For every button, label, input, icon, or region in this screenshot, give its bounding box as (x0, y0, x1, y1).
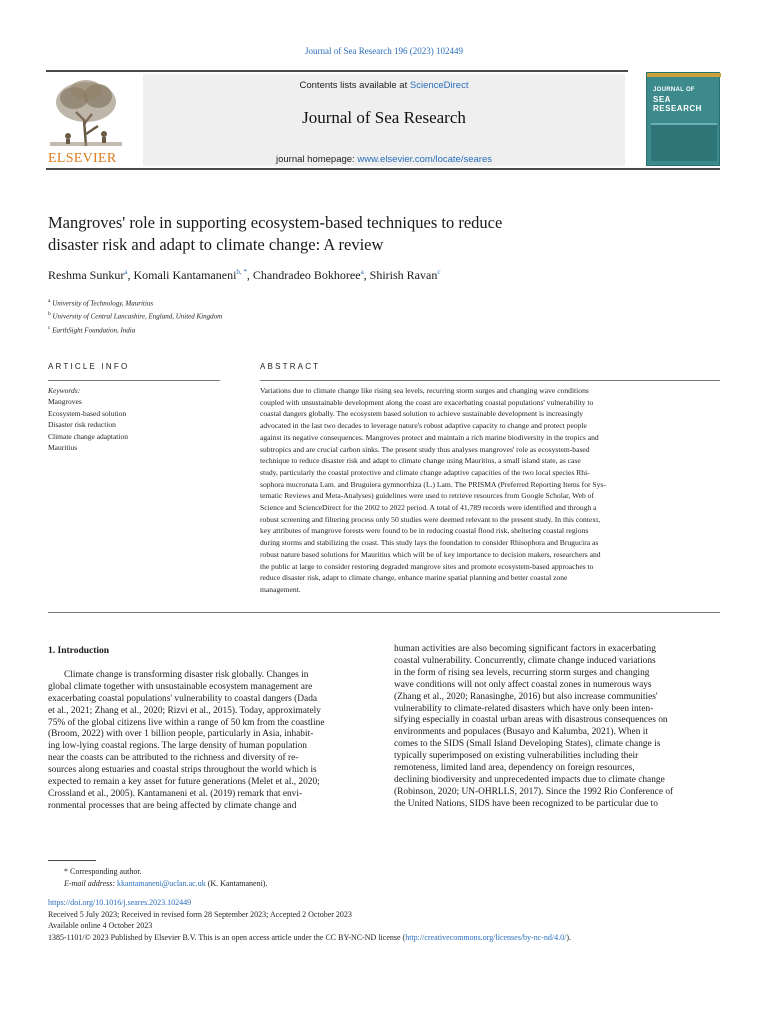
body-line: human activities are also becoming significant factors in exacerbating (394, 644, 656, 654)
affiliation-item (48, 323, 728, 336)
author-separator: , (246, 268, 253, 282)
masthead-top-rule (46, 70, 628, 72)
contents-available-line (143, 80, 625, 91)
body-line: coastal vulnerability. Concurrently, climate change induced variations (394, 655, 656, 666)
author-affil-mark[interactable]: a (360, 268, 364, 276)
intro-right-column (394, 644, 720, 811)
email-link[interactable]: kkantamaneni@uclan.ac.uk (117, 878, 206, 888)
body-line: et al., 2021; Zhang et al., 2020; Rizvi et al., 2015). Today, approximately (48, 705, 321, 716)
article-title (48, 212, 668, 256)
abstract-line: Science and ScienceDirect for the 2002 to 2022 period. A total of 41,789 records were identified and through a (260, 503, 597, 513)
journal-homepage-link[interactable]: www.elsevier.com/locate/seares (357, 154, 492, 165)
body-line: remoteness, limited land area, dependency on foreign resources, (394, 763, 635, 774)
body-line: the United Nations, SIDS have been recognized to be particular due to (394, 798, 658, 809)
affiliation-list (48, 296, 728, 336)
journal-name: Journal of Sea Research (302, 108, 466, 127)
masthead-bottom-rule (46, 168, 720, 170)
abstract-line: against its negative consequences. Mangroves protect and maintain a rich marine biodiversity in the tropics and (260, 432, 599, 442)
abstract-line: sophora mucronata Lam. and Bruguiera gymnorrhiza (L.) Lam. The PRISMA (Preferred Reporting Items for Sys- (260, 479, 606, 489)
email-suffix: (K. Kantamaneni). (205, 878, 268, 888)
body-line: Climate change is transforming disaster risk globally. Changes in (64, 669, 309, 680)
email-label: E-mail address: (64, 878, 118, 888)
keywords-label: Keywords: (48, 386, 81, 395)
body-line: Crossland et al., 2005). Kantamaneni et al. (2019) remark that envi- (48, 788, 303, 799)
body-line: global climate together with unsustainable ecosystem management are (48, 681, 313, 692)
body-line: expected to remain a key asset for future generations (Melet et al., 2020; (48, 777, 320, 788)
available-online-date: Available online 4 October 2023 (48, 921, 153, 930)
keywords-block (48, 385, 228, 453)
doi-link[interactable]: https://doi.org/10.1016/j.seares.2023.102449 (48, 898, 192, 907)
journal-cover-thumbnail[interactable] (646, 72, 720, 166)
email-note (48, 878, 728, 890)
footnotes-block (48, 866, 728, 943)
keyword-item: Mangroves (48, 397, 82, 407)
body-line: (Zhang et al., 2020; Ranasinghe, 2016) but also increase communities' (394, 691, 658, 702)
body-line: near the coasts can be attributed to the richness and diversity of re- (48, 753, 299, 764)
affiliation-text: University of Central Lancashire, England, United Kingdom (52, 312, 223, 321)
contents-prefix: Contents lists available at (299, 80, 410, 91)
homepage-prefix: journal homepage: (276, 154, 358, 165)
author-name[interactable]: Komali Kantamaneni (133, 268, 237, 282)
abstract-line: coastal dangers globally. The ecosystem based solution to achieve sustainable development is increasingly (260, 409, 584, 419)
body-line: 75% of the global citizens live within a range of 50 km from the coastline (48, 717, 325, 728)
section-heading-introduction: 1. Introduction (48, 646, 110, 656)
body-line: sifying especially in coastal urban areas with disastrous consequences on (394, 715, 668, 726)
license-prefix: 1385-1101/© 2023 Published by Elsevier B.V. This is an open access article under the CC BY-NC-ND license ( (48, 932, 406, 942)
abstract-line: reduce disaster risk, adapt to climate change, enhance marine spatial planning and better coastal zone (260, 573, 568, 583)
body-line: (Robinson, 2020; UN-OHRLLS, 2017). Since the 1992 Rio Conference of (394, 786, 674, 797)
body-line: wave conditions will not only affect coastal zones in numerous ways (394, 679, 652, 690)
cover-stripe (647, 73, 721, 77)
affiliation-item (48, 296, 728, 309)
abstract-line: study, particularly the coastal protective and climate change adaptive capacities of the two local species Rhi- (260, 467, 590, 477)
author-separator: , (127, 268, 134, 282)
abstract-line: key attributes of mangrove forests were found to be in reducing coastal flood risk, sheltering coastal regions (260, 526, 589, 536)
author-name[interactable]: Chandradeo Bokhoree (252, 268, 361, 282)
author-name[interactable]: Reshma Sunkur (48, 268, 125, 282)
affiliation-mark: a (48, 298, 51, 304)
article-title-line1: Mangroves' role in supporting ecosystem-based techniques to reduce (48, 213, 503, 232)
license-link[interactable]: http://creativecommons.org/licenses/by-nc-nd/4.0/ (405, 932, 567, 942)
cover-title-line2: SEA RESEARCH (653, 95, 702, 113)
cover-image (651, 123, 717, 161)
elsevier-tree-icon (46, 76, 126, 150)
author-affil-mark[interactable]: a (124, 268, 128, 276)
intro-left-column (48, 646, 374, 813)
keyword-item: Disaster risk reduction (48, 420, 116, 430)
abstract-line: technique to reduce disaster risk and adapt to climate change using Mauritius, a small island state, as case (260, 456, 581, 466)
elsevier-logo[interactable] (46, 76, 126, 166)
author-affil-mark[interactable]: c (437, 268, 441, 276)
affiliation-item (48, 309, 728, 322)
body-line: ronmental processes that are being affected by climate change and (48, 800, 297, 811)
journal-homepage-line (143, 154, 625, 165)
article-info-heading: ARTICLE INFO (48, 362, 130, 371)
journal-citation[interactable]: Journal of Sea Research 196 (2023) 102449 (305, 46, 463, 56)
affiliation-text: University of Technology, Mauritius (52, 299, 154, 308)
abstract-line: the public at large to consider restoring degraded mangrove sites and promote ecosystem-based approaches to (260, 561, 594, 571)
keyword-item: Climate change adaptation (48, 431, 128, 441)
abstract-rule (260, 380, 720, 381)
license-suffix: ). (566, 932, 572, 942)
body-line: environments and populaces (Busayo and Kalumba, 2021). When it (394, 727, 648, 738)
journal-info-panel (143, 74, 625, 166)
body-line: in the form of rising sea levels, recurring storm surges and changing (394, 667, 650, 678)
sciencedirect-link[interactable]: ScienceDirect (409, 80, 469, 91)
abstract-line: Variations due to climate change like rising sea levels, recurring storm surges and changing wave conditions (260, 386, 589, 395)
abstract-line: during storms and stabilizing the coast. This study lays the foundation to consider Rhisophora and Brugucira as (260, 538, 599, 548)
body-line: typically superimposed on existing vulnerabilities including their (394, 751, 639, 762)
body-line: exacerbating coastal populations' vulnerability to coastal dangers (Dada (48, 693, 318, 704)
footnote-rule (48, 860, 96, 861)
doi-line (48, 897, 728, 909)
license-line (48, 932, 728, 944)
abstract-line: subtropics and are crucial carbon sinks. The present study thus analyses mangroves' role as ecosystem-based (260, 444, 590, 454)
author-separator: , (363, 268, 370, 282)
cover-title-line1: JOURNAL OF (653, 87, 695, 93)
abstract-line: advocated in the last two decades to leverage nature's robust adaptive capacity to change and protect people (260, 421, 587, 431)
abstract-heading: ABSTRACT (260, 362, 321, 371)
received-dates: Received 5 July 2023; Received in revised form 28 September 2023; Accepted 2 October 2023 (48, 909, 352, 919)
author-affil-mark[interactable]: b, * (236, 268, 247, 276)
body-line: (Broom, 2022) with over 1 billion people, particularly in Asia, inhabit- (48, 729, 314, 740)
article-title-line2: disaster risk and adapt to climate change: A review (48, 235, 384, 254)
elsevier-wordmark: ELSEVIER (48, 151, 117, 166)
affiliation-mark: c (48, 324, 51, 331)
body-line: sources along estuaries and coastal strips throughout the world which is (48, 765, 317, 776)
affiliation-mark: b (48, 311, 51, 318)
keyword-item: Ecosystem-based solution (48, 408, 127, 418)
abstract-line: tematic Reviews and Meta-Analyses) guidelines were used to retrieve resources from Google Scholar, Web of (260, 491, 595, 501)
abstract-line: robust nature based solutions for Mauritius which will be of key importance to decision makers, researchers and (260, 549, 601, 559)
keyword-item: Mauritius (48, 443, 78, 453)
abstract-line: management. (260, 584, 301, 594)
article-info-rule (48, 380, 220, 381)
abstract-text (260, 385, 720, 596)
corresponding-author-note: * Corresponding author. (64, 867, 142, 876)
body-line: ing low-lying coastal regions. The large density of human population (48, 741, 307, 752)
abstract-line: robust screening and filtering process only 50 studies were deemed relevant to the present study. In this context, (260, 514, 601, 524)
author-list (48, 268, 728, 283)
abstract-bottom-rule (48, 612, 720, 613)
author-name[interactable]: Shirish Ravan (369, 268, 438, 282)
abstract-line: coupled with unsustainable development along the coast are exacerbating coastal populations' vulnerability to (260, 397, 594, 407)
affiliation-text: EarthSight Foundation, India (52, 325, 136, 334)
body-line: vulnerability to climate-related disasters which have only been inten- (394, 703, 654, 714)
body-line: comes to the SIDS (Small Island Developing States), climate change is (394, 739, 661, 750)
body-line: declining biodiversity and unprecedented impacts due to climate change (394, 774, 665, 785)
journal-masthead (46, 70, 720, 170)
